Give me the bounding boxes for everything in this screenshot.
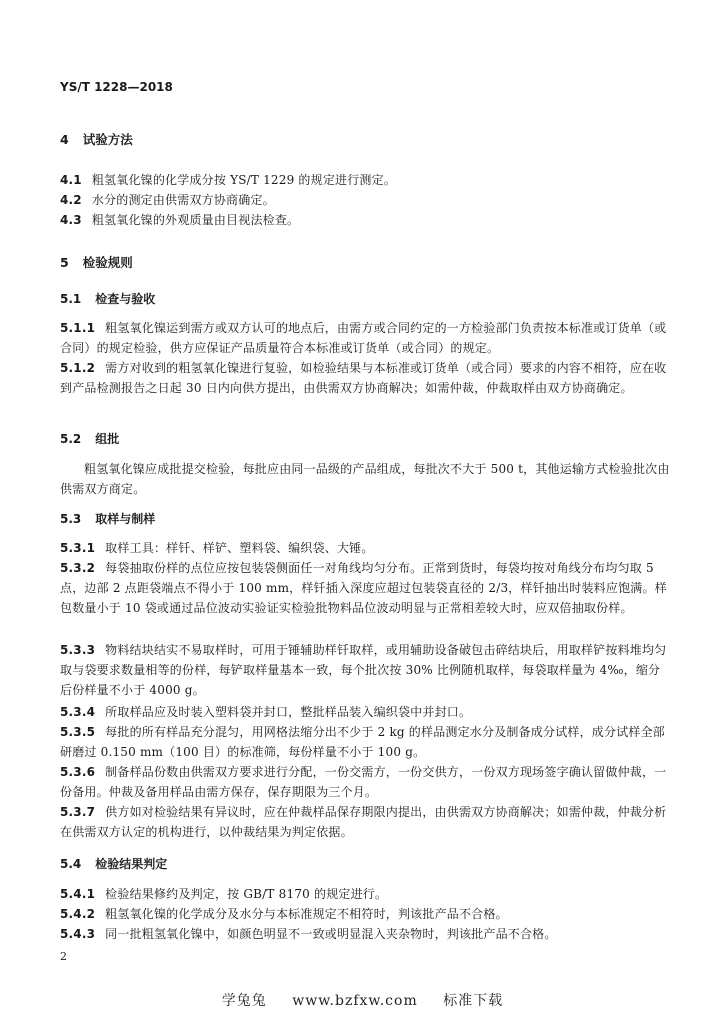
clause-5-3-3: 5.3.3 物料结块结实不易取样时，可用于锤辅助样钎取样，或用辅助设备破包击碎结块后，用取样铲按料堆均匀取与袋要求数量相等的份样，每铲取样量基本一致，每个批次按 30% 比例随机取样，每袋取样量为 4‰，缩分后份样量不小于 4000 g。 [60,643,667,697]
section-heading-5-1: 5.1 检查与验收 [60,292,156,306]
clause-4-2: 4.2 水分的测定由供需双方协商确定。 [60,193,275,207]
clause-5-3-4: 5.3.4 所取样品应及时装入塑料袋并封口，整批样品装入编织袋中并封口。 [60,705,472,719]
clause-5-4-2: 5.4.2 粗氢氧化镍的化学成分及水分与本标准规定不相符时，判该批产品不合格。 [60,907,508,921]
section-heading-4: 4 试验方法 [60,132,133,147]
clause-5-3-5: 5.3.5 每批的所有样品充分混匀，用网格法缩分出不少于 2 kg 的样品测定水分及制备成分试样，成分试样全部研磨过 0.150 mm（100 目）的标准筛，每份样量不小于 100 g。 [60,725,666,759]
clause-5-3-7: 5.3.7 供方如对检验结果有异议时，应在仲裁样品保存期限内提出，由供需双方协商解决；如需仲裁，仲裁分析在供需双方认定的机构进行，以仲裁结果为判定依据。 [60,805,667,839]
footer-site-name: 学兔兔 [221,993,267,1009]
page-header: YS/T 1228—2018 [60,80,173,94]
clause-4-3: 4.3 粗氢氧化镍的外观质量由目视法检查。 [60,213,300,227]
section-heading-5-2: 5.2 组批 [60,432,120,446]
clause-5-2-body: 粗氢氧化镍应成批提交检验，每批应由同一品级的产品组成，每批次不大于 500 t，其他运输方式检验批次由供需双方商定。 [60,462,670,496]
footer-watermark [0,990,725,1010]
clause-5-4-3: 5.4.3 同一批粗氢氧化镍中，如颜色明显不一致或明显混入夹杂物时，判该批产品不合格。 [60,927,557,941]
section-heading-5: 5 检验规则 [60,255,133,270]
section-heading-5-4: 5.4 检验结果判定 [60,857,168,871]
page-number: 2 [60,950,67,963]
footer-url[interactable]: www.bzfxw.com [292,993,418,1009]
clause-5-4-1: 5.4.1 检验结果修约及判定，按 GB/T 8170 的规定进行。 [60,887,388,901]
clause-5-1-2: 5.1.2 需方对收到的粗氢氧化镍进行复验，如检验结果与本标准或订货单（或合同）要求的内容不相符，应在收到产品检测报告之日起 30 日内向供方提出，由供需双方协商解决；如需仲裁，仲裁取样由双方协商确定。 [60,361,667,395]
clause-5-3-6: 5.3.6 制备样品份数由供需双方要求进行分配，一份交需方，一份交供方，一份双方现场签字确认留做仲裁，一份备用。仲裁及备用样品由需方保存，保存期限为三个月。 [60,765,667,799]
clause-5-1-1: 5.1.1 粗氢氧化镍运到需方或双方认可的地点后，由需方或合同约定的一方检验部门负责按本标准或订货单（或合同）的规定检验，供方应保证产品质量符合本标准或订货单（或合同）的规定。 [60,321,667,355]
clause-4-1: 4.1 粗氢氧化镍的化学成分按 YS/T 1229 的规定进行测定。 [60,173,397,187]
clause-5-3-2: 5.3.2 每袋抽取份样的点位应按包装袋侧面任一对角线均匀分布。正常到货时，每袋均按对角线分布均匀取 5 点，边部 2 点距袋端点不得小于 100 mm，样钎插入深度应超过包装袋直径的 2/3，样钎抽出时装料应饱满。样包数量小于 10 袋或通过品位波动实验证实检验批物料品位波动明显与正常相差较大时，应双倍抽取份样。 [60,561,667,615]
section-heading-5-3: 5.3 取样与制样 [60,512,156,526]
footer-tagline: 标准下载 [443,993,504,1009]
clause-5-3-1: 5.3.1 取样工具：样钎、样铲、塑料袋、编织袋、大锤。 [60,541,374,555]
